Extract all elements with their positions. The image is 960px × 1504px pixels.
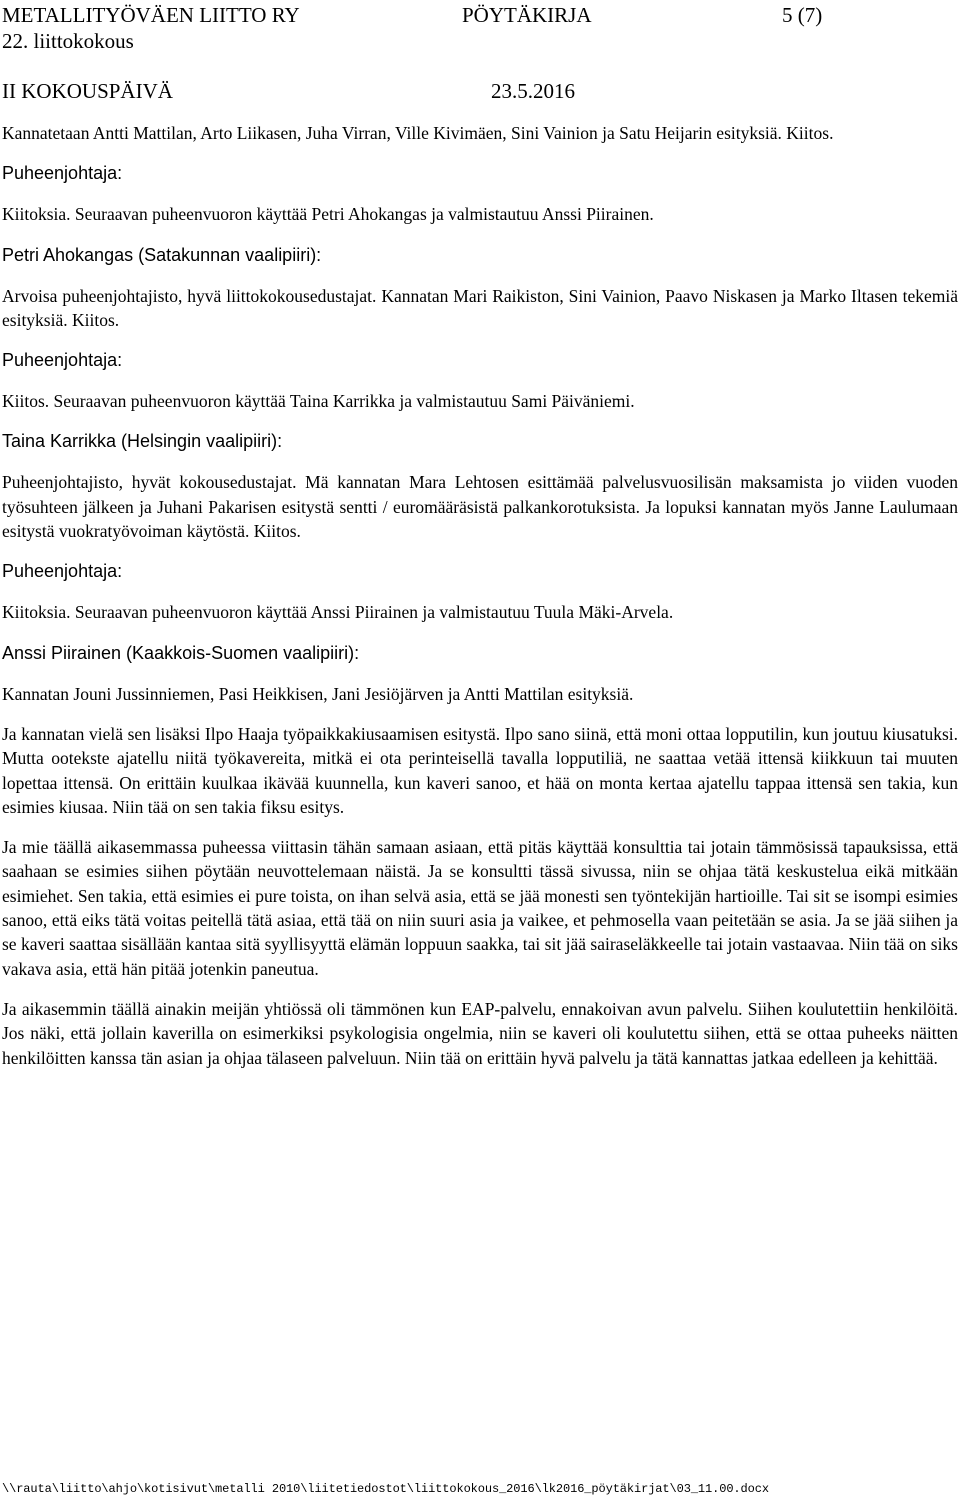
header-page-number: 5 (7): [782, 3, 823, 27]
paragraph: Arvoisa puheenjohtajisto, hyvä liittokokousedustajat. Kannatan Mari Raikiston, Sini Vainion, Paavo Niskasen ja Marko Iltasen tekemiä esityksiä. Kiitos.: [2, 285, 958, 330]
paragraph: Kannatetaan Antti Mattilan, Arto Liikasen, Juha Virran, Ville Kivimäen, Sini Vainion ja Satu Heijarin esityksiä. Kiitos.: [2, 123, 834, 143]
header-doc-type: PÖYTÄKIRJA: [462, 3, 592, 27]
minutes-body: [2, 121, 958, 1070]
paragraph: Ja aikasemmin täällä ainakin meijän yhtiössä oli tämmönen kun EAP-palvelu, ennakoivan avun palvelu. Siihen koulutettiin henkilöitä. Jos näki, että jollain kaverilla on esimerkiksi psykologisia ongelmia, niin se kaveri oli koulutettu siihen, että se ottaa puheeks näitten henkilöitten kanssa tän asian ja ohjaa tälaseen palveluun. Niin tää on erittäin hyvä palvelu ja tätä kannattas jatkaa edelleen ja kehittää.: [2, 998, 958, 1068]
header-organization: METALLITYÖVÄEN LIITTO RY: [2, 3, 300, 27]
speaker-heading: Puheenjohtaja:: [2, 163, 123, 184]
speaker-heading: Petri Ahokangas (Satakunnan vaalipiiri):: [2, 244, 322, 265]
paragraph: Puheenjohtajisto, hyvät kokousedustajat. Mä kannatan Mara Lehtosen esittämää palvelusvuosilisän maksamista jo viiden vuoden työsuhteen jälkeen ja Juhani Pakarisen esitystä sentti / euromääräsistä palkankorotuksista. Ja lopuksi kannatan myös Janne Laulumaan esitystä vuokratyövoiman käytöstä. Kiitos.: [2, 472, 958, 542]
speaker-heading: Puheenjohtaja:: [2, 350, 123, 371]
file-path-footer: \\rauta\liitto\ahjo\kotisivut\metalli 2010\liitetiedostot\liittokokous_2016\lk2016_pöytäkirjat\03_11.00.docx: [2, 1482, 769, 1496]
speaker-heading: Anssi Piirainen (Kaakkois-Suomen vaalipiiri):: [2, 642, 360, 663]
paragraph: Kiitos. Seuraavan puheenvuoron käyttää Taina Karrikka ja valmistautuu Sami Päiväniemi.: [2, 391, 635, 412]
paragraph: Kiitoksia. Seuraavan puheenvuoron käyttää Anssi Piirainen ja valmistautuu Tuula Mäki-Arvela.: [2, 602, 674, 623]
header-day-label: II KOKOUSPÄIVÄ: [2, 79, 173, 103]
speaker-heading: Puheenjohtaja:: [2, 561, 123, 582]
header-date: 23.5.2016: [491, 79, 575, 103]
speaker-heading: Taina Karrikka (Helsingin vaalipiiri):: [2, 431, 283, 452]
paragraph: Kannatan Jouni Jussinniemen, Pasi Heikkisen, Jani Jesiöjärven ja Antti Mattilan esityksiä.: [2, 683, 634, 704]
paragraph: Ja kannatan vielä sen lisäksi Ilpo Haaja työpaikkakiusaamisen esitystä. Ilpo sano siinä, että moni ottaa lopputilin, kun joutuu kiusatuksi. Mutta ootekste ajatellu niitä työkavereita, mitkä ei ota perinteisellä tavalla lopputiliä, ne saattaa vetää ittensä kiikkuun tai muuten lopettaa ittensä. On erittäin kuulkaa ikävää kuunnella, kun kaveri sanoo, et hää on monta kertaa ajatellu tappaa ittensä sen takia, kun esimies kiusaa. Niin tää on sen takia fiksu esitys.: [2, 723, 958, 817]
paragraph: Ja mie täällä aikasemmassa puheessa viittasin tähän samaan asiaan, että pitäs käyttää konsulttia tai jotain tämmösissä tapauksissa, että saahaan se esimies siihen pöytään neuvottelemaan näistä. Ja se konsultti tässä sivussa, niin se ohjaa tätä keskustelua eikä mitkään esimiehet. Sen takia, että esimies ei pure toista, on ihan selvä asia, että se jää monesti sen työntekijän hartioille. Tai sit se isompi esimies sanoo, että eiks tätä voitas peitellä tätä asiaa, että tää on niin suuri asia ja vaikee, et pehmosella vaan peitetään se asia. Ja se jää siihen ja se kaveri saattaa sisällään kantaa sitä syyllisyyttä elämän loppuun saakka, tai sit jää sairaseläkkeelle tai jotain vastaavaa. Niin tää on siks vakava asia, että hän pitää jotenkin paneutua.: [2, 837, 958, 979]
paragraph: Kiitoksia. Seuraavan puheenvuoron käyttää Petri Ahokangas ja valmistautuu Anssi Piirainen.: [2, 204, 654, 225]
header-meeting: 22. liittokokous: [2, 29, 134, 53]
